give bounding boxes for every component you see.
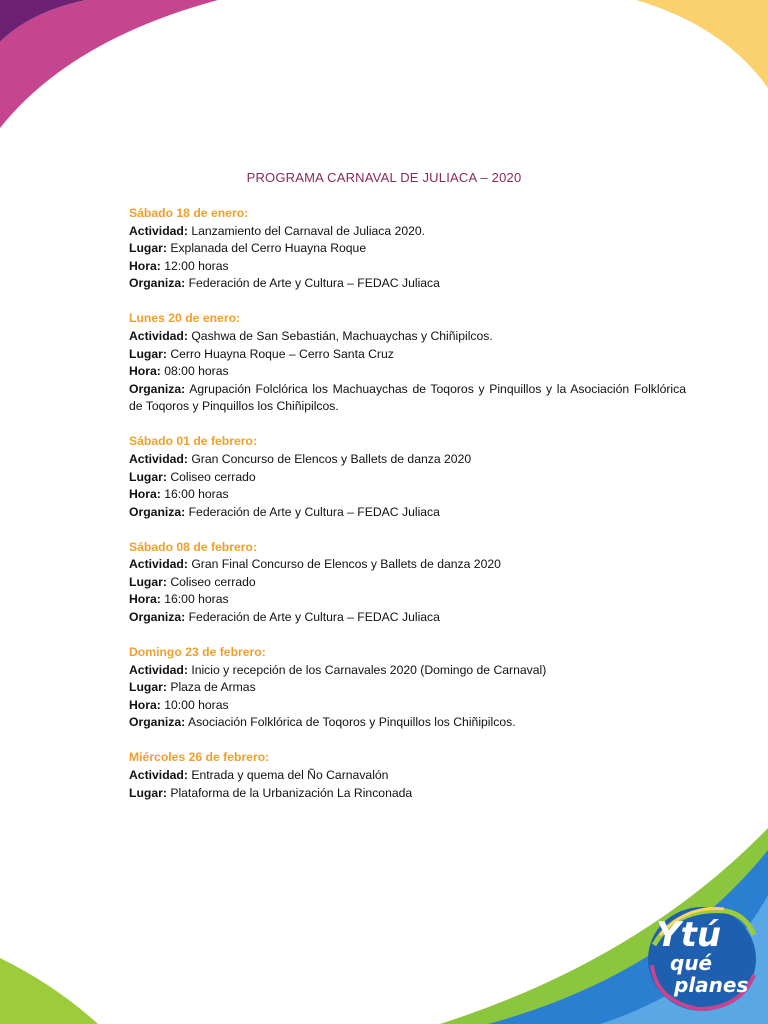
document-title: PROGRAMA CARNAVAL DE JULIACA – 2020 [246,170,522,185]
time-value: 16:00 horas [164,592,229,607]
event-organizer [129,714,686,732]
event-date: Sábado 08 de febrero: [129,539,258,554]
organizer-label: Organiza: [129,715,186,730]
bottom-left-swoosh-green [0,958,98,1024]
activity-label: Actividad: [129,328,188,343]
organizer-value: Federación de Arte y Cultura – FEDAC Juliaca [188,276,440,291]
place-label: Lugar: [129,680,167,695]
time-label: Hora: [129,487,161,502]
event-item [129,310,686,416]
organizer-label: Organiza: [129,381,186,396]
place-label: Lugar: [129,241,167,256]
ytu-que-planes-logo [646,905,758,1013]
top-right-swoosh-yellow [636,0,768,88]
place-value: Cerro Huayna Roque – Cerro Santa Cruz [170,346,394,361]
activity-value: Gran Final Concurso de Elencos y Ballets de danza 2020 [191,557,501,572]
event-time [129,363,686,381]
event-place [129,785,686,803]
event-item [129,205,686,293]
event-place [129,469,686,487]
place-value: Coliseo cerrado [170,469,256,484]
organizer-label: Organiza: [129,610,186,625]
event-activity [129,451,686,469]
event-time [129,697,686,715]
event-time [129,486,686,504]
event-organizer [129,609,686,627]
event-place [129,240,686,258]
event-activity [129,223,686,241]
place-label: Lugar: [129,785,167,800]
time-label: Hora: [129,697,161,712]
place-label: Lugar: [129,469,167,484]
activity-value: Entrada y quema del Ño Carnavalón [191,767,389,782]
time-value: 12:00 horas [164,258,229,273]
event-activity [129,556,686,574]
place-value: Explanada del Cerro Huayna Roque [170,241,367,256]
place-label: Lugar: [129,574,167,589]
event-date: Lunes 20 de enero: [129,311,241,326]
event-organizer [129,275,686,293]
activity-label: Actividad: [129,557,188,572]
activity-value: Inicio y recepción de los Carnavales 2020 (Domingo de Carnaval) [191,662,547,677]
logo-line-1: Ytú [656,915,722,955]
activity-value: Lanzamiento del Carnaval de Juliaca 2020. [191,223,426,238]
time-value: 16:00 horas [164,487,229,502]
event-item [129,749,686,802]
time-label: Hora: [129,258,161,273]
event-date: Miércoles 26 de febrero: [129,750,270,765]
place-value: Coliseo cerrado [170,574,256,589]
logo-line-3: planes [674,973,749,997]
organizer-value: Asociación Folklórica de Toqoros y Pinquillos los Chiñipilcos. [187,715,516,730]
event-time [129,258,686,276]
activity-label: Actividad: [129,451,188,466]
organizer-value: Federación de Arte y Cultura – FEDAC Juliaca [188,610,440,625]
event-item [129,539,686,627]
top-left-swoosh-magenta [0,0,218,128]
event-place [129,574,686,592]
activity-label: Actividad: [129,767,188,782]
organizer-value: Agrupación Folclórica los Machuaychas de Toqoros y Pinquillos y la Asociación Folklórica de Toqoros y Pinquillos los Chiñipilcos. [129,381,686,414]
activity-label: Actividad: [129,223,188,238]
time-value: 08:00 horas [164,364,229,379]
organizer-value: Federación de Arte y Cultura – FEDAC Juliaca [188,504,440,519]
time-label: Hora: [129,592,161,607]
event-item [129,433,686,521]
event-list [129,205,686,820]
event-activity [129,662,686,680]
event-item [129,644,686,732]
activity-value: Gran Concurso de Elencos y Ballets de danza 2020 [191,451,472,466]
organizer-label: Organiza: [129,504,186,519]
activity-value: Qashwa de San Sebastián, Machuaychas y Chiñipilcos. [191,328,493,343]
place-value: Plaza de Armas [170,680,256,695]
event-activity [129,328,686,346]
event-place [129,679,686,697]
event-activity [129,767,686,785]
activity-label: Actividad: [129,662,188,677]
place-value: Plataforma de la Urbanización La Rinconada [170,785,413,800]
event-organizer [129,504,686,522]
event-date: Sábado 01 de febrero: [129,434,258,449]
logo-line-2: qué [670,951,713,975]
organizer-label: Organiza: [129,276,186,291]
event-place [129,346,686,364]
event-date: Sábado 18 de enero: [129,206,249,220]
event-organizer [129,381,686,416]
place-label: Lugar: [129,346,167,361]
event-time [129,591,686,609]
time-label: Hora: [129,364,161,379]
time-value: 10:00 horas [164,697,229,712]
event-date: Domingo 23 de febrero: [129,645,266,660]
